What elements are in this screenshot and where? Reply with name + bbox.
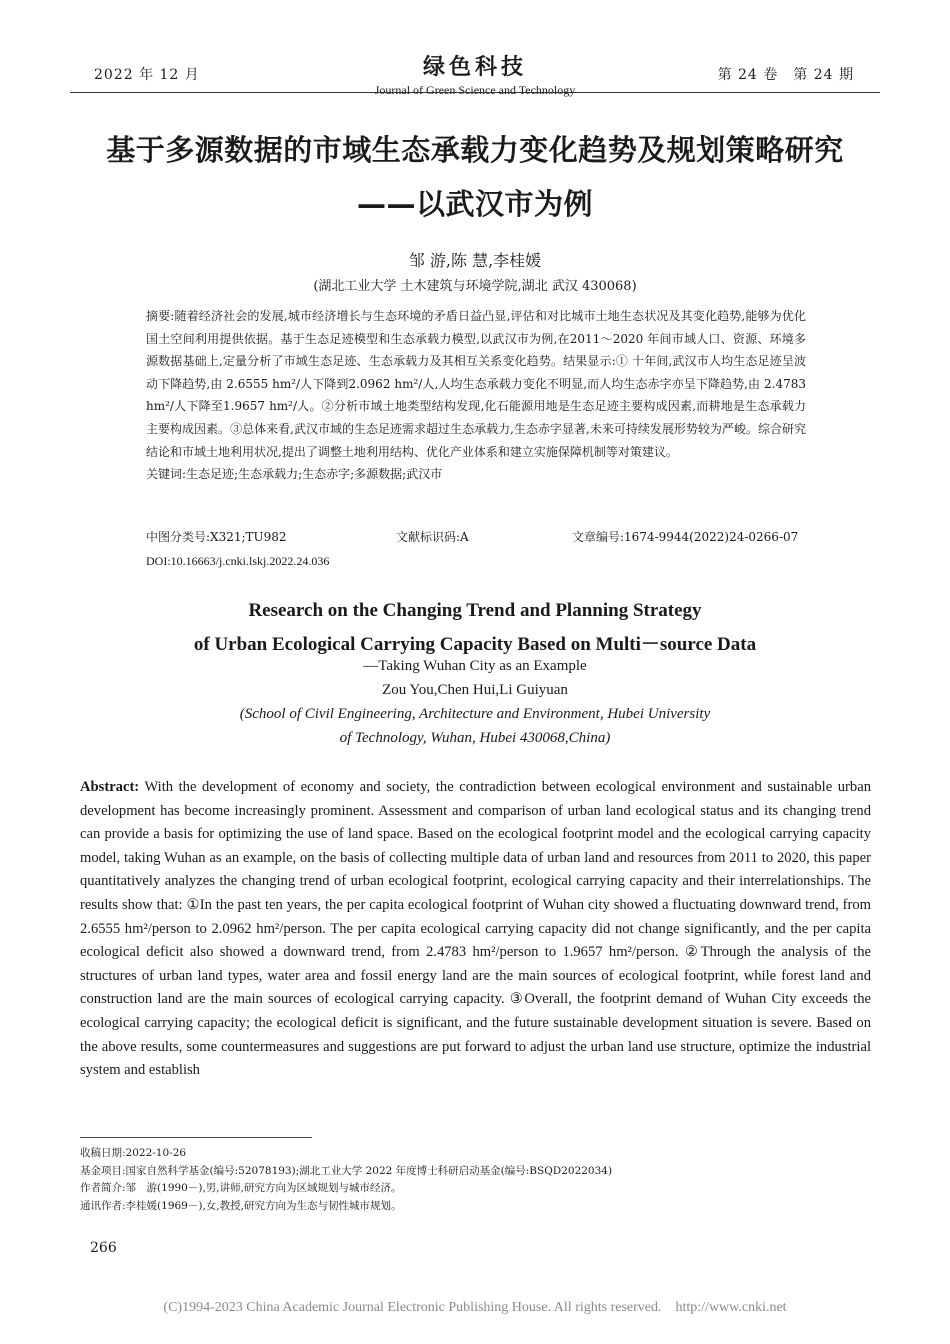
affiliation-en-line1: (School of Civil Engineering, Architecture and Environment, Hubei University <box>239 706 711 722</box>
keywords-cn: 关键词:生态足迹;生态承载力;生态赤字;多源数据;武汉市 <box>146 467 443 482</box>
author-bio: 作者简介:邹 游(1990－),男,讲师,研究方向为区域规划与城市经济。 <box>80 1182 402 1195</box>
received-date: 收稿日期:2022-10-26 <box>80 1147 187 1159</box>
footnote-divider <box>80 1137 312 1138</box>
abstract-en-text: With the development of economy and society, the contradiction between ecological environment and sustainable urban development has become increasingly prominent. Assessment and comparison of urban land ecological status and its changing trend can provide a basis for optimizing the use of land space. Based on the ecological footprint model and the ecological carrying capacity model, taking Wuhan as an example, on the basis of collecting multiple data of urban land and resources from 2011 to 2020, this paper quantitatively analyzes the changing trend of urban ecological footprint, ecological carrying capacity and their interrelationships. The results show that: ①In the past ten years, the per capita ecological footprint of Wuhan city showed a fluctuating downward trend, from 2.6555 hm²/person to 2.0962 hm²/person. The per capita ecological carrying capacity did not change significantly, and the per capita ecological deficit also showed a downward trend, from 2.4783 hm²/person to 1.9657 hm²/person. ②Through the analysis of the structures of urban land types, water area and fossil energy land are the main sources of ecological footprint, while forest land and construction land are the main sources of ecological carrying capacity. ③Overall, the footprint demand of Wuhan City exceeds the ecological carrying capacity; the ecological deficit is significant, and the future sustainable development situation is severe. Based on the above results, some countermeasures and suggestions are put forward to adjust the urban land use structure, optimize the industrial system and establish <box>80 779 871 1079</box>
clc-number: 中图分类号:X321;TU982 <box>146 530 287 544</box>
classification-row <box>146 528 806 545</box>
abstract-cn-block <box>146 305 806 486</box>
page-number: 266 <box>90 1240 117 1256</box>
doi: DOI:10.16663/j.cnki.lskj.2022.24.036 <box>146 554 330 568</box>
fund-info: 基金项目:国家自然科学基金(编号:52078193);湖北工业大学 2022 年度博士科研启动基金(编号:BSQD2022034) <box>80 1164 613 1177</box>
affiliation-cn: (湖北工业大学 土木建筑与环境学院,湖北 武汉 430068) <box>313 279 637 294</box>
abstract-cn: 摘要:随着经济社会的发展,城市经济增长与生态环境的矛盾日益凸显,评估和对比城市土地生态状况及其变化趋势,能够为优化国土空间利用提供依据。基于生态足迹模型和生态承载力模型,以武汉市为例,在2011～2020 年间市域人口、资源、环境多源数据基础上,定量分析了市域生态足迹、生态承载力及其相互关系变化趋势。结果显示:① 十年间,武汉市人均生态足迹呈波动下降趋势,由 2.6555 hm²/人下降到2.0962 hm²/人,人均生态承载力变化不明显,而人均生态赤字亦呈下降趋势,由 2.4783 hm²/人下降至1.9657 hm²/人。②分析市域土地类型结构发现,化石能源用地是生态足迹主要构成因素,而耕地是生态承载力主要构成因素。③总体来看,武汉市域的生态足迹需求超过生态承载力,生态赤字显著,未来可持续发展形势较为严峻。综合研究结论和市域土地利用状况,提出了调整土地利用结构、优化产业体系和建立实施保障机制等对策建议。 <box>146 309 806 459</box>
footnotes <box>80 1145 870 1215</box>
article-number: 文章编号:1674-9944(2022)24-0266-07 <box>572 530 799 544</box>
title-cn-line1: 基于多源数据的市域生态承载力变化趋势及规划策略研究 <box>106 133 844 167</box>
issue-date: 2022 年 12 月 <box>94 67 200 83</box>
title-en-line2: of Urban Ecological Carrying Capacity Based on Multi－source Data <box>193 634 757 655</box>
journal-name-cn: 绿色科技 <box>422 55 527 80</box>
copyright-watermark: (C)1994-2023 China Academic Journal Electronic Publishing House. All rights reserved. http://www.cnki.net <box>163 1300 787 1315</box>
abstract-en <box>80 776 871 1083</box>
subtitle-en: —Taking Wuhan City as an Example <box>363 658 587 674</box>
journal-name-en: Journal of Green Science and Technology <box>374 83 576 97</box>
title-cn-line2: ——以武汉市为例 <box>356 187 593 221</box>
volume-issue: 第 24 卷 第 24 期 <box>717 67 854 83</box>
title-en-line1: Research on the Changing Trend and Planning Strategy <box>248 600 702 621</box>
corresponding-author: 通讯作者:李桂媛(1969－),女,教授,研究方向为生态与韧性城市规划。 <box>80 1199 402 1212</box>
header-divider <box>70 92 880 93</box>
affiliation-en-line2: of Technology, Wuhan, Hubei 430068,China) <box>339 730 611 746</box>
authors-cn: 邹 游,陈 慧,李桂媛 <box>408 251 542 270</box>
abstract-en-label: Abstract: <box>80 779 140 795</box>
document-code: 文献标识码:A <box>396 530 469 544</box>
authors-en: Zou You,Chen Hui,Li Guiyuan <box>382 682 568 698</box>
